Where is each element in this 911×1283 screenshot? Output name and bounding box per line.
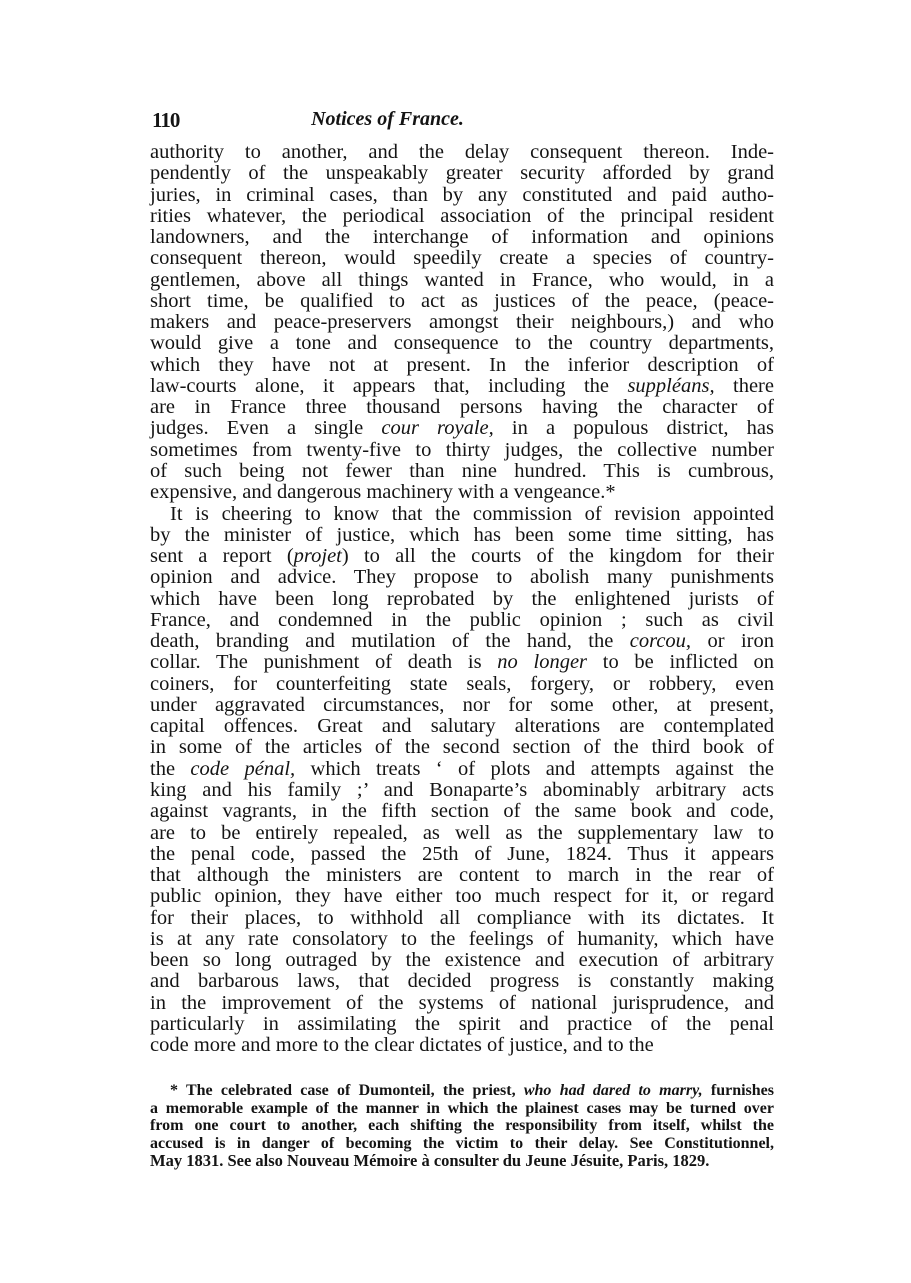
text-segment: short time, be qualified to act as justices of the peace, (peace- <box>150 289 774 312</box>
text-segment: landowners, and the interchange of information and opinions <box>150 226 774 249</box>
text-segment: ) to all the courts of the kingdom for their <box>341 545 775 568</box>
text-line <box>150 163 774 184</box>
text-segment: expensive, and dangerous machinery with a vengeance.* <box>150 481 616 504</box>
text-segment: to be inflicted on <box>587 651 775 674</box>
footnote <box>150 1082 774 1170</box>
text-segment: juries, in criminal cases, than by any constituted and paid autho- <box>150 183 774 206</box>
text-segment: law-courts alone, it appears that, including the <box>150 374 628 397</box>
text-segment: is at any rate consolatory to the feelings of humanity, which have <box>150 927 774 950</box>
text-line <box>150 737 774 758</box>
text-line <box>150 185 774 206</box>
text-line <box>150 461 774 482</box>
text-line <box>150 780 774 801</box>
text-segment: makers and peace-preservers amongst their neighbours,) and who <box>150 311 774 334</box>
text-segment: May 1831. See also Nouveau Mémoire à consulter du Jeune Jésuite, Paris, 1829. <box>150 1151 710 1171</box>
text-segment: pendently of the unspeakably greater security afforded by grand <box>150 162 774 185</box>
text-line <box>150 971 774 992</box>
text-segment: for their places, to withhold all compliance with its dictates. It <box>150 906 774 929</box>
text-line <box>150 504 774 525</box>
text-line <box>150 886 774 907</box>
text-line <box>150 610 774 631</box>
italic-phrase: projet <box>293 545 342 568</box>
text-segment: consequent thereon, would speedily create a species of country- <box>150 247 774 270</box>
text-segment: code more and more to the clear dictates of justice, and to the <box>150 1034 654 1057</box>
text-line <box>150 312 774 333</box>
italic-phrase: corcou, <box>629 630 692 653</box>
text-segment: against vagrants, in the fifth section of the same book and code, <box>150 800 774 823</box>
body-text <box>150 142 774 1056</box>
text-line <box>150 908 774 929</box>
text-segment: of such being not fewer than nine hundred. This is cumbrous, <box>150 459 774 482</box>
footnote-line <box>150 1082 774 1100</box>
text-segment: under aggravated circumstances, nor for some other, at present, <box>150 693 774 716</box>
text-line <box>150 865 774 886</box>
text-line <box>150 546 774 567</box>
text-line <box>150 801 774 822</box>
text-segment: France, and condemned in the public opinion ; such as civil <box>150 608 774 631</box>
text-line <box>150 270 774 291</box>
text-segment: the penal code, passed the 25th of June, 1824. Thus it appears <box>150 842 774 865</box>
text-line <box>150 844 774 865</box>
text-segment: a memorable example of the manner in which the plainest cases may be turned over <box>150 1099 774 1117</box>
text-line <box>150 397 774 418</box>
text-line <box>150 525 774 546</box>
text-segment: sent a report ( <box>150 545 294 568</box>
italic-phrase: who had dared to marry, <box>523 1082 703 1099</box>
text-segment: accused is in danger of becoming the victim to their delay. See Constitutionnel, <box>150 1134 774 1152</box>
text-line <box>150 759 774 780</box>
running-head <box>150 108 774 132</box>
text-segment: which they have not at present. In the inferior description of <box>150 353 774 376</box>
text-segment: capital offences. Great and salutary alterations are contemplated <box>150 715 774 738</box>
text-segment: in a populous district, has <box>493 417 775 440</box>
text-segment: and barbarous laws, that decided progress is constantly making <box>150 970 774 993</box>
text-segment: king and his family ;’ and Bonaparte’s abominably arbitrary acts <box>150 778 774 801</box>
text-segment: by the minister of justice, which has been some time sitting, has <box>150 523 774 546</box>
text-segment: It is cheering to know that the commission of revision appointed <box>170 502 774 525</box>
text-line <box>150 376 774 397</box>
text-segment: the <box>150 757 191 780</box>
text-segment: public opinion, they have either too much respect for it, or regard <box>150 885 774 908</box>
text-line <box>150 248 774 269</box>
text-segment: there <box>714 374 774 397</box>
footnote-line <box>150 1117 774 1135</box>
text-line <box>150 993 774 1014</box>
text-segment: furnishes <box>702 1082 774 1099</box>
text-line <box>150 418 774 439</box>
text-line <box>150 674 774 695</box>
text-line <box>150 206 774 227</box>
footnote-line <box>150 1100 774 1118</box>
text-line <box>150 823 774 844</box>
italic-phrase: no longer <box>497 651 588 674</box>
text-segment: that although the ministers are content to march in the rear of <box>150 864 774 887</box>
text-line <box>150 227 774 248</box>
text-line <box>150 355 774 376</box>
italic-phrase: cour royale, <box>381 417 494 440</box>
text-segment: been so long outraged by the existence and execution of arbitrary <box>150 949 774 972</box>
text-segment: authority to another, and the delay consequent thereon. Inde- <box>150 141 774 163</box>
text-segment: in some of the articles of the second section of the third book of <box>150 736 774 759</box>
text-segment: which have been long reprobated by the enlightened jurists of <box>150 587 774 610</box>
text-segment: from one court to another, each shifting the responsibility from itself, whilst the <box>150 1117 774 1135</box>
italic-phrase: suppléans, <box>627 374 715 397</box>
text-line <box>150 589 774 610</box>
page-number: 110 <box>152 108 180 132</box>
text-segment: collar. The punishment of death is <box>150 651 498 674</box>
text-line <box>150 333 774 354</box>
text-line <box>150 142 774 163</box>
text-segment: would give a tone and consequence to the country departments, <box>150 332 774 355</box>
text-segment: are in France three thousand persons having the character of <box>150 396 774 419</box>
text-segment: death, branding and mutilation of the hand, the <box>150 630 630 653</box>
text-line <box>150 440 774 461</box>
text-segment: in the improvement of the systems of national jurisprudence, and <box>150 991 774 1014</box>
text-segment: coiners, for counterfeiting state seals, forgery, or robbery, even <box>150 672 774 695</box>
text-segment: gentlemen, above all things wanted in France, who would, in a <box>150 268 774 291</box>
text-segment: particularly in assimilating the spirit and practice of the penal <box>150 1012 774 1035</box>
text-segment: judges. Even a single <box>150 417 382 440</box>
text-line <box>150 950 774 971</box>
text-line <box>150 482 774 503</box>
text-segment: or iron <box>691 630 774 653</box>
footnote-line <box>150 1135 774 1153</box>
text-line <box>150 652 774 673</box>
text-segment: sometimes from twenty-five to thirty judges, the collective number <box>150 438 774 461</box>
running-title: Notices of France. <box>311 108 464 130</box>
text-segment: are to be entirely repealed, as well as the supplementary law to <box>150 821 774 844</box>
text-line <box>150 291 774 312</box>
italic-phrase: code pénal, <box>190 757 296 780</box>
text-segment: rities whatever, the periodical association of the principal resident <box>150 204 774 227</box>
text-segment: which treats ‘ of plots and attempts against the <box>295 757 774 780</box>
text-line <box>150 695 774 716</box>
footnote-line <box>150 1152 774 1170</box>
text-segment: * The celebrated case of Dumonteil, the priest, <box>170 1082 524 1099</box>
text-line <box>150 1014 774 1035</box>
text-line <box>150 716 774 737</box>
text-line <box>150 631 774 652</box>
text-line <box>150 567 774 588</box>
text-line <box>150 1035 774 1056</box>
text-line <box>150 929 774 950</box>
text-segment: opinion and advice. They propose to abolish many punishments <box>150 566 774 589</box>
